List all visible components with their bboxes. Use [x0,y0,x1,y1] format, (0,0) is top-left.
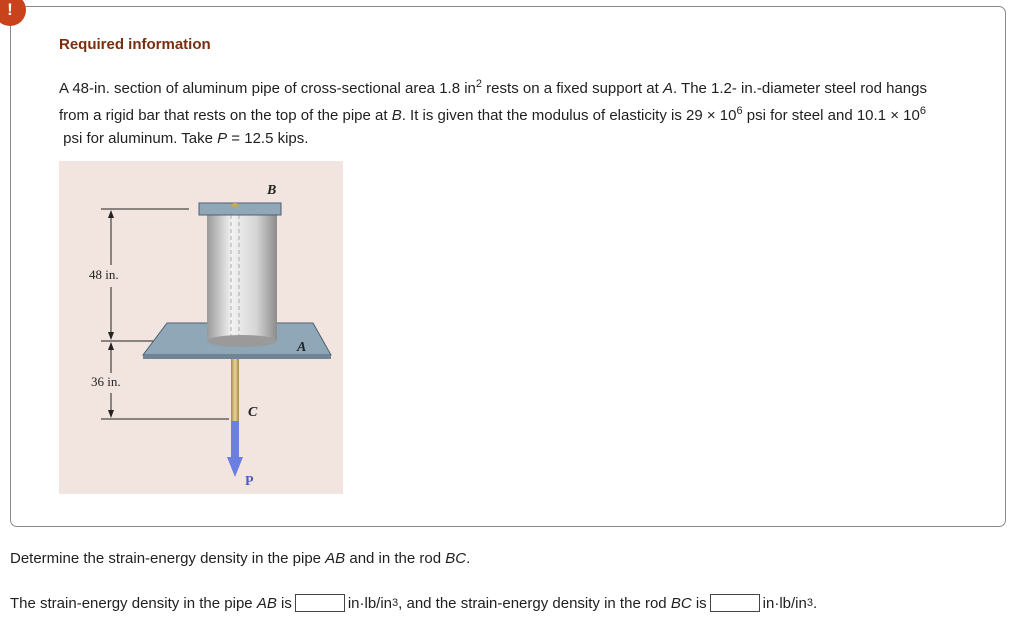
text-segment: A 48-in. section of aluminum pipe of cross-sectional area 1.8 in [59,80,476,97]
label-C: C [248,405,258,420]
text-segment: . [466,550,471,567]
text-segment: and in the rod [345,550,446,567]
label-B: B [267,183,277,198]
label-P: P [245,474,254,489]
superscript: 3 [392,597,399,609]
variable: P [217,130,228,147]
text-segment: , and the strain-energy density in the rod [398,594,671,612]
text-segment: The strain-energy density in the pipe [10,594,257,612]
variable: BC [445,550,467,567]
text-segment: = 12.5 kips. [227,130,309,147]
variable: AB [256,594,277,612]
text-segment: is [691,594,707,612]
load-arrow-head [227,457,243,477]
dim-label-48: 48 in. [89,267,119,282]
answer-line [10,594,817,612]
question-text [10,550,470,567]
rod-top [231,203,239,207]
required-info-card [10,6,1006,527]
unit-label: in·lb/in [762,594,807,612]
aluminum-pipe [207,215,277,341]
superscript: 6 [736,105,743,117]
answer-input-ab[interactable] [295,594,345,612]
dim-arrow [108,332,114,340]
variable: AB [325,550,346,567]
text-segment: . The 1.2- in.-diameter steel rod hangs from a rigid bar that rests on the top of the pipe at [59,80,927,124]
support-edge [143,355,331,359]
text-segment: psi for steel and 10.1 × 10 [742,107,920,124]
card-heading: Required information [59,36,211,53]
dim-arrow [108,410,114,418]
text-segment: . It is given that the modulus of elasticity is 29 × 10 [401,107,737,124]
text-segment: psi for aluminum. Take [59,130,218,147]
superscript: 6 [919,105,926,117]
dim-arrow [108,342,114,350]
label-A: A [297,340,307,355]
figure-drawing [59,161,343,494]
superscript: 3 [806,597,813,609]
exclamation-icon: ! [7,0,13,19]
text-segment: . [812,594,818,612]
variable: A [662,80,673,97]
problem-statement [59,73,959,150]
text-segment: Determine the strain-energy density in the pipe [10,550,326,567]
rigid-bar [199,203,281,215]
dim-arrow [108,210,114,218]
unit-label: in·lb/in [347,594,393,612]
dim-label-36: 36 in. [91,374,121,389]
variable: BC [670,594,692,612]
text-segment: rests on a fixed support at [482,80,663,97]
variable: B [391,107,402,124]
answer-input-bc[interactable] [710,594,760,612]
text-segment: is [276,594,292,612]
pipe-rod-figure [59,161,343,494]
superscript: 2 [475,78,483,90]
load-arrow-shaft [231,421,239,459]
steel-rod [231,359,239,421]
pipe-bottom [207,335,277,347]
